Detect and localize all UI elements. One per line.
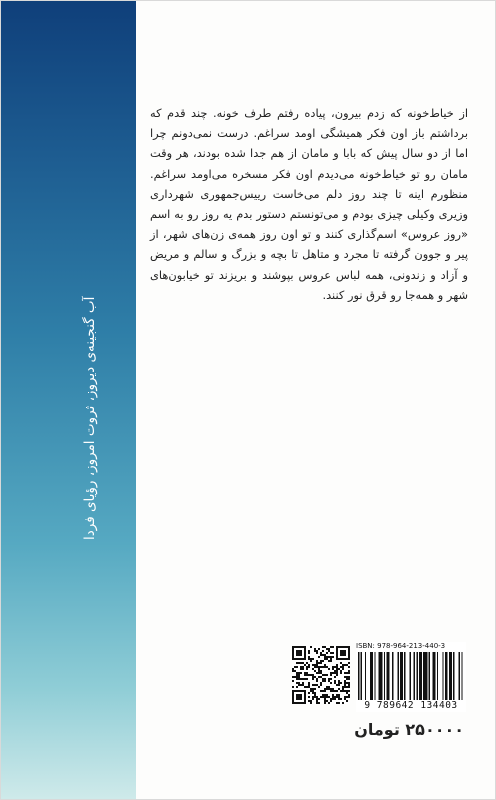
barcode-digits: 9 789642 134403 — [364, 700, 458, 711]
spine-tagline: آب گنجینه‌ی دیروز، ثروت امروز، رؤیای فردا — [82, 296, 98, 540]
isbn-barcode — [356, 642, 466, 712]
cover-gradient-band — [0, 0, 136, 800]
blurb-paragraph: از خیاط‌خونه که زدم بیرون، پیاده رفتم طرف خونه. چند قدم که برداشتم باز اون فکر همیشگی اومد سراغم. درست نمی‌دونم چرا اما از دو سال پیش که بابا و مامان از هم جدا شده بودند، هر وقت مامان رو تو خیاط‌خونه می‌دیدم اون فکر مسخره می‌اومد سراغم. منظورم اینه تا چند روز دلم می‌خاست رییس‌جمهوری شهرداری وزیری وکیلی چیزی بودم و می‌تونستم دستور بدم یه روز رو به اسم «روز عروس» اسم‌گذاری کنند و تو اون روز همه‌ی زن‌های شهر، از پیر و جوون گرفته تا مجرد و متاهل تا بچه و بزرگ و سالم و مریض و آزاد و زندونی، همه لباس عروس بپوشند و بریزند تو خیابون‌های شهر و همه‌جا رو قرق نور کنند. — [150, 106, 468, 302]
isbn-label: ISBN: 978-964-213-440-3 — [356, 642, 446, 650]
blurb-text — [150, 103, 468, 305]
qr-code-icon — [292, 646, 350, 704]
barcode-icon — [358, 652, 464, 700]
price-label: ۲۵۰۰۰۰ تومان — [354, 720, 464, 739]
